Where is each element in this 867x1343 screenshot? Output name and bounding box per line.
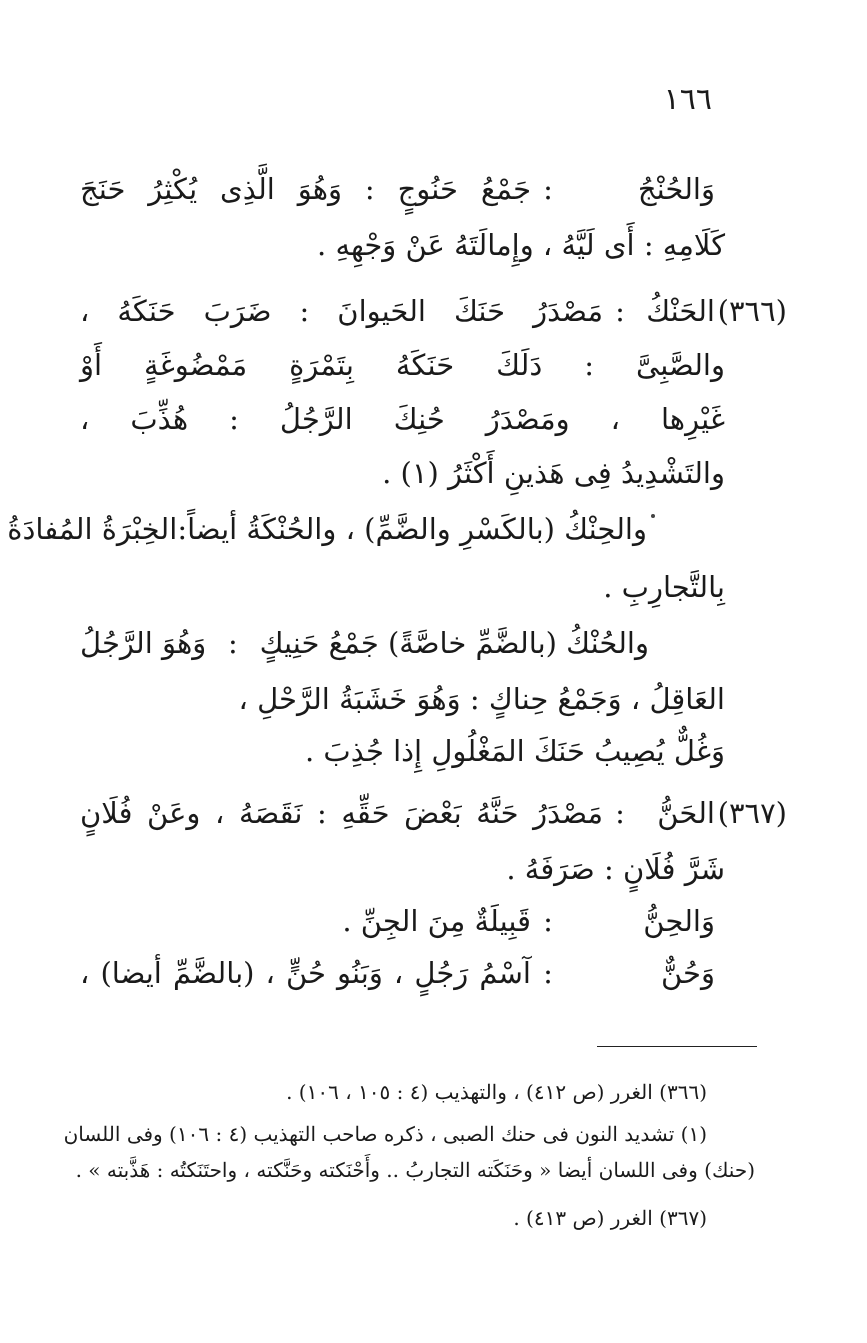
entry-line bbox=[80, 172, 787, 206]
definition-continuation: والتَشْدِيدُ فِى هَذينِ أَكْثَرُ (١) . bbox=[382, 456, 725, 490]
footnote: (٣٦٧) الغرر (ص ٤١٣) . bbox=[513, 1206, 707, 1230]
footnote-rule bbox=[597, 1046, 757, 1047]
entry-headword: الحَنْكُ bbox=[646, 294, 715, 328]
entry-headword: وَالحِنُّ bbox=[643, 904, 715, 938]
entry-headword: والحُنْكُ (بالضَّمِّ خاصَّةً) جَمْعُ حَنِيكٍ bbox=[259, 626, 649, 660]
definition-continuation: والصَّبِىَّ : دَلَكَ حَنَكَهُ بِتَمْرَةٍ مَمْضُوغَةٍ أَوْ bbox=[80, 348, 725, 382]
colon-separator: : bbox=[615, 294, 625, 328]
entry-number: (٣٦٦) bbox=[717, 294, 787, 328]
definition-continuation: شَرَّ فُلَانٍ : صَرَفَهُ . bbox=[506, 852, 725, 886]
entry-definition: قَبِيلَةٌ مِنَ الجِنِّ . bbox=[342, 904, 531, 938]
page-number: ١٦٦ bbox=[663, 82, 712, 117]
entry-line bbox=[80, 904, 787, 938]
entry-line bbox=[80, 796, 787, 830]
entry-headword: وَالحُنْجُ bbox=[637, 172, 715, 206]
entry-definition: مَصْدَرُ حَنَّهُ بَعْضَ حَقِّهِ : نَقَصَهُ ، وعَنْ فُلَانٍ bbox=[80, 796, 603, 830]
colon-separator: : bbox=[543, 956, 553, 990]
definition-continuation: العَاقِلُ ، وَجَمْعُ حِناكٍ : وَهُوَ خَشَبَةُ الرَّحْلِ ، bbox=[238, 682, 725, 716]
entry-line bbox=[80, 626, 649, 660]
definition-continuation: كَلَامِهِ : أَى لَيَّهُ ، وإِمالَتَهُ عَنْ وَجْهِهِ . bbox=[317, 228, 725, 262]
entry-definition: الخِبْرَةُ المُفادَةُ bbox=[7, 512, 178, 546]
colon-separator: : bbox=[615, 796, 625, 830]
definition-continuation: غَيْرِها ، ومَصْدَرُ حُنِكَ الرَّجُلُ : هُذِّبَ ، bbox=[80, 402, 725, 436]
definition-continuation: بِالتَّجارِبِ . bbox=[603, 570, 725, 604]
colon-separator: : bbox=[543, 172, 553, 206]
entry-definition: جَمْعُ حَنُوجٍ : وَهُوَ الَّذِى يُكْثِرُ حَنَجَ bbox=[80, 172, 531, 206]
margin-mark bbox=[651, 514, 655, 518]
entry-line bbox=[80, 956, 787, 990]
footnote: (٣٦٦) الغرر (ص ٤١٢) ، والتهذيب (٤ : ١٠٥ ، ١٠٦) . bbox=[286, 1080, 707, 1104]
entry-line bbox=[7, 512, 647, 546]
footnote: (١) تشديد النون فى حنك الصبى ، ذكره صاحب التهذيب (٤ : ١٠٦) وفى اللسان bbox=[63, 1122, 707, 1146]
definition-continuation: وَغُلٌّ يُصِيبُ حَنَكَ المَغْلُولِ إِذا جُذِبَ . bbox=[304, 734, 725, 768]
footnote: (حنك) وفى اللسان أيضا « وحَنَكَته التجاربُ .. وأَحْنَكته وحَنَّكته ، واحتَنَكتُه : هَذَّبته » . bbox=[75, 1158, 755, 1182]
colon-separator: : bbox=[228, 626, 238, 660]
entry-number: (٣٦٧) bbox=[717, 796, 787, 830]
entry-headword: والحِنْكُ (بالكَسْرِ والضَّمِّ) ، والحُنْكَةُ أيضاً: bbox=[177, 512, 647, 546]
entry-headword: الحَنُّ bbox=[657, 796, 715, 830]
colon-separator: : bbox=[543, 904, 553, 938]
entry-definition: وَهُوَ الرَّجُلُ bbox=[80, 626, 207, 660]
entry-definition: آسْمُ رَجُلٍ ، وَبَنُو حُنٍّ ، (بالضَّمِّ أيضا) ، bbox=[80, 956, 531, 990]
entry-headword: وَحُنٌّ bbox=[660, 956, 715, 990]
entry-line bbox=[80, 294, 787, 328]
entry-definition: مَصْدَرُ حَنَكَ الحَيوانَ : ضَرَبَ حَنَكَهُ ، bbox=[80, 294, 603, 328]
